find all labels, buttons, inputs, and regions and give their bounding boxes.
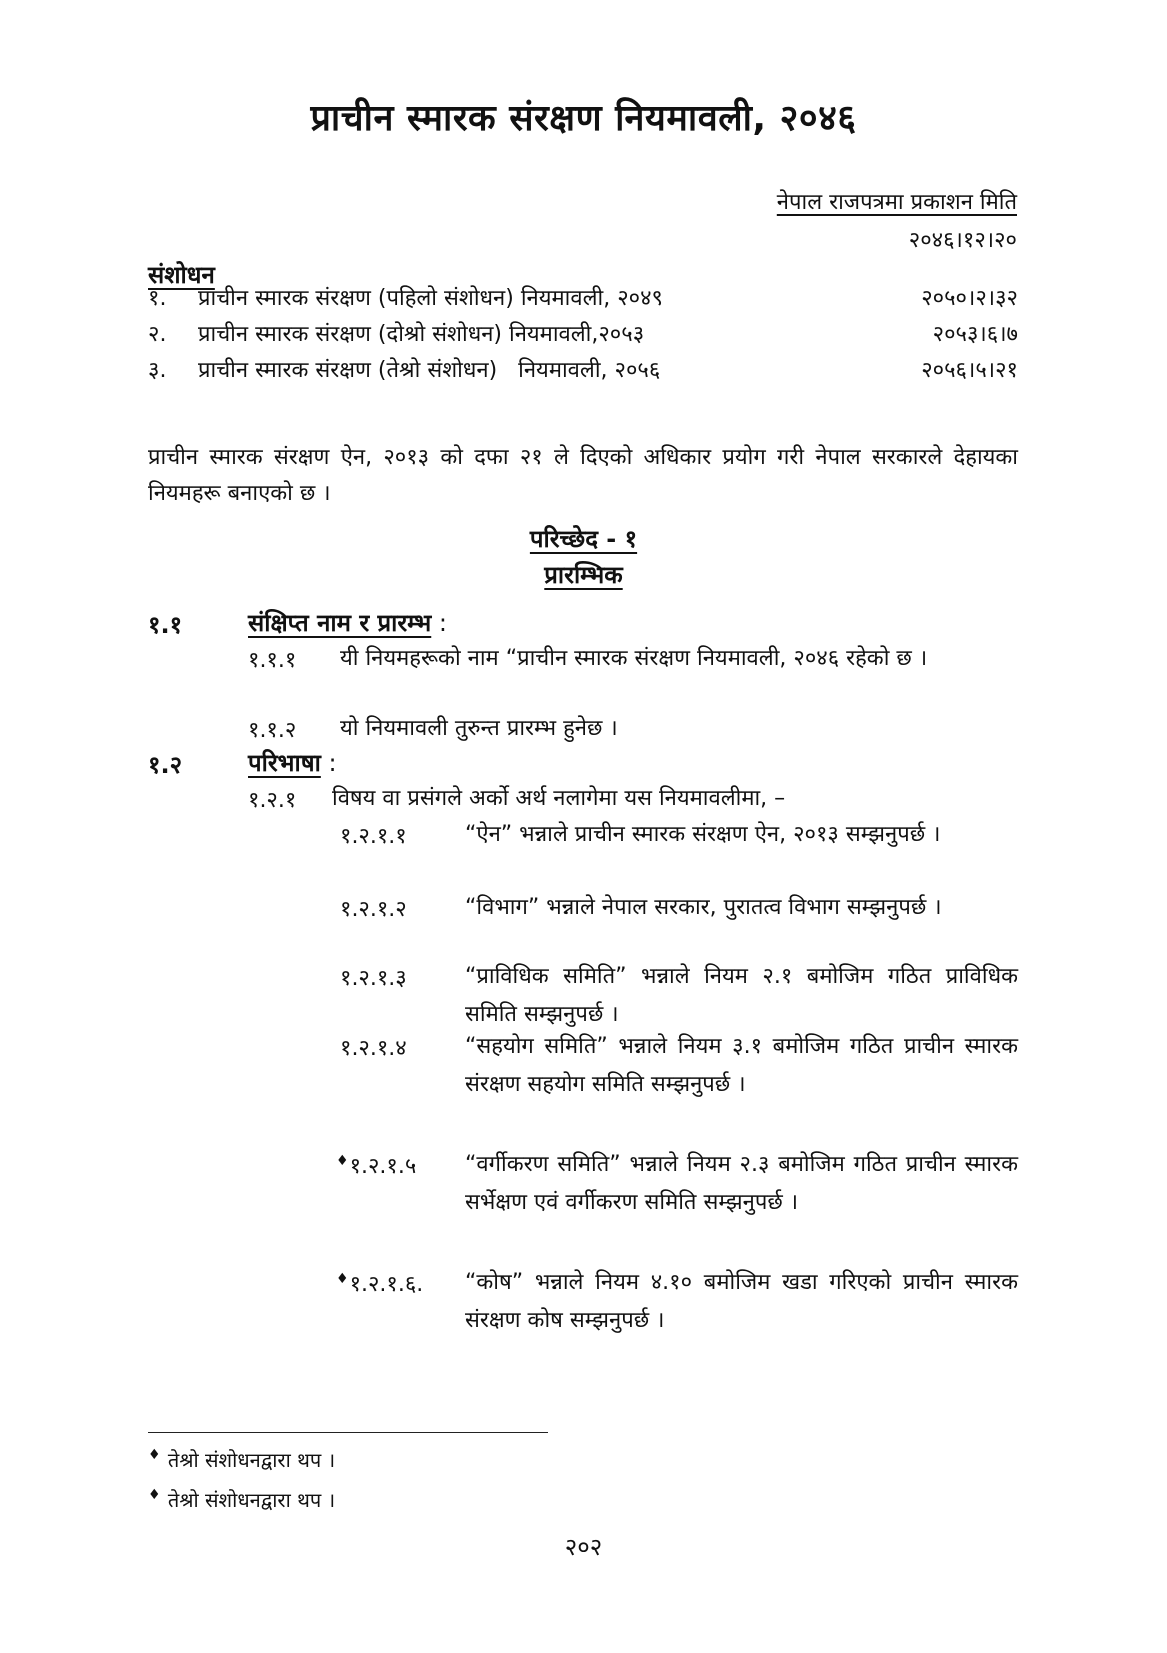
definition-text: “विभाग” भन्नाले नेपाल सरकार, पुरातत्व विभाग सम्झनुपर्छ ।	[465, 895, 942, 920]
section-title-text: संक्षिप्त नाम र प्रारम्भ	[248, 609, 432, 637]
definition-number	[336, 1268, 423, 1298]
amendment-row	[148, 318, 1018, 352]
chapter-label	[0, 522, 1167, 555]
amendment-row	[148, 354, 1018, 388]
footnote	[148, 1446, 335, 1473]
clause-number: १.२.१	[248, 788, 297, 813]
footnote	[148, 1486, 335, 1513]
section-number: १.२	[148, 751, 183, 779]
definition-number: १.२.१.३	[340, 966, 407, 991]
definition-number	[336, 1150, 416, 1180]
chapter-title-text: प्रारम्भिक	[544, 561, 623, 589]
clause-text: यो नियमावली तुरुन्त प्रारम्भ हुनेछ ।	[340, 716, 618, 741]
section-title-colon: :	[431, 609, 447, 637]
section-title	[248, 606, 447, 639]
section-number: १.१	[148, 611, 183, 639]
publication-date: २०४६।१२।२०	[908, 228, 1017, 253]
amendment-row	[148, 282, 1018, 316]
definition-number: १.२.१.२	[340, 897, 407, 922]
definition-number-text: १.२.१.६.	[349, 1272, 424, 1297]
definition-text: “कोष” भन्नाले नियम ४.१० बमोजिम खडा गरिएको प्राचीन स्मारक संरक्षण कोष सम्झनुपर्छ ।	[465, 1270, 1018, 1333]
diamond-icon: ♦	[148, 1447, 161, 1463]
section-title	[248, 746, 337, 779]
definition-text: “सहयोग समिति” भन्नाले नियम ३.१ बमोजिम गठित प्राचीन स्मारक संरक्षण सहयोग समिति सम्झनुपर्छ ।	[465, 1034, 1018, 1097]
amendment-text: प्राचीन स्मारक संरक्षण (तेश्रो संशोधन) नियमावली, २०५६	[198, 358, 661, 383]
definition-text: “वर्गीकरण समिति” भन्नाले नियम २.३ बमोजिम गठित प्राचीन स्मारक सर्भेक्षण एवं वर्गीकरण समिति सम्झनुपर्छ ।	[465, 1152, 1018, 1215]
clause-number: १.१.२	[248, 718, 297, 743]
amendment-date: २०५६।५।२१	[921, 358, 1018, 383]
definition-number: १.२.१.१	[340, 824, 407, 849]
footnote-text: तेश्रो संशोधनद्वारा थप ।	[167, 1448, 336, 1472]
clause-number: १.१.१	[248, 648, 297, 673]
publication-label: नेपाल राजपत्रमा प्रकाशन मिति	[776, 190, 1017, 215]
definition-number-text: १.२.१.५	[349, 1154, 417, 1179]
section-title-text: परिभाषा	[248, 749, 321, 777]
page-number: २०२	[564, 1533, 603, 1561]
clause-text: यी नियमहरूको नाम “प्राचीन स्मारक संरक्षण नियमावली, २०४६ रहेको छ ।	[340, 646, 928, 671]
section-title-colon: :	[320, 749, 337, 777]
footnote-divider	[148, 1432, 548, 1433]
chapter-label-text: परिच्छेद - १	[529, 525, 638, 553]
clause-text: विषय वा प्रसंगले अर्को अर्थ नलागेमा यस नियमावलीमा, –	[332, 786, 786, 811]
diamond-icon: ♦	[148, 1487, 161, 1503]
amendment-date: २०५०।२।३२	[921, 286, 1018, 311]
amendment-text: प्राचीन स्मारक संरक्षण (पहिलो संशोधन) नियमावली, २०४९	[198, 286, 663, 311]
amendment-number: २.	[148, 322, 167, 347]
chapter-title	[0, 558, 1167, 591]
footnote-text: तेश्रो संशोधनद्वारा थप ।	[167, 1488, 336, 1512]
amendment-date: २०५३।६।७	[932, 322, 1018, 347]
publication-info	[777, 184, 1017, 260]
amendment-number: १.	[148, 286, 167, 311]
diamond-icon: ♦	[336, 1271, 349, 1287]
amendment-number: ३.	[148, 358, 167, 383]
amendment-text: प्राचीन स्मारक संरक्षण (दोश्रो संशोधन) नियमावली,२०५३	[198, 322, 645, 347]
definition-text: “ऐन” भन्नाले प्राचीन स्मारक संरक्षण ऐन, २०१३ सम्झनुपर्छ ।	[465, 822, 941, 847]
intro-paragraph: प्राचीन स्मारक संरक्षण ऐन, २०१३ को दफा २१ ले दिएको अधिकार प्रयोग गरी नेपाल सरकारले देहायका नियमहरू बनाएको छ ।	[148, 445, 1018, 506]
definition-text: “प्राविधिक समिति” भन्नाले नियम २.१ बमोजिम गठित प्राविधिक समिति सम्झनुपर्छ ।	[465, 964, 1018, 1027]
amendments-heading: संशोधन	[148, 261, 215, 289]
document-title: प्राचीन स्मारक संरक्षण नियमावली, २०४६	[310, 98, 857, 139]
definition-number: १.२.१.४	[340, 1036, 407, 1061]
diamond-icon: ♦	[336, 1153, 349, 1169]
